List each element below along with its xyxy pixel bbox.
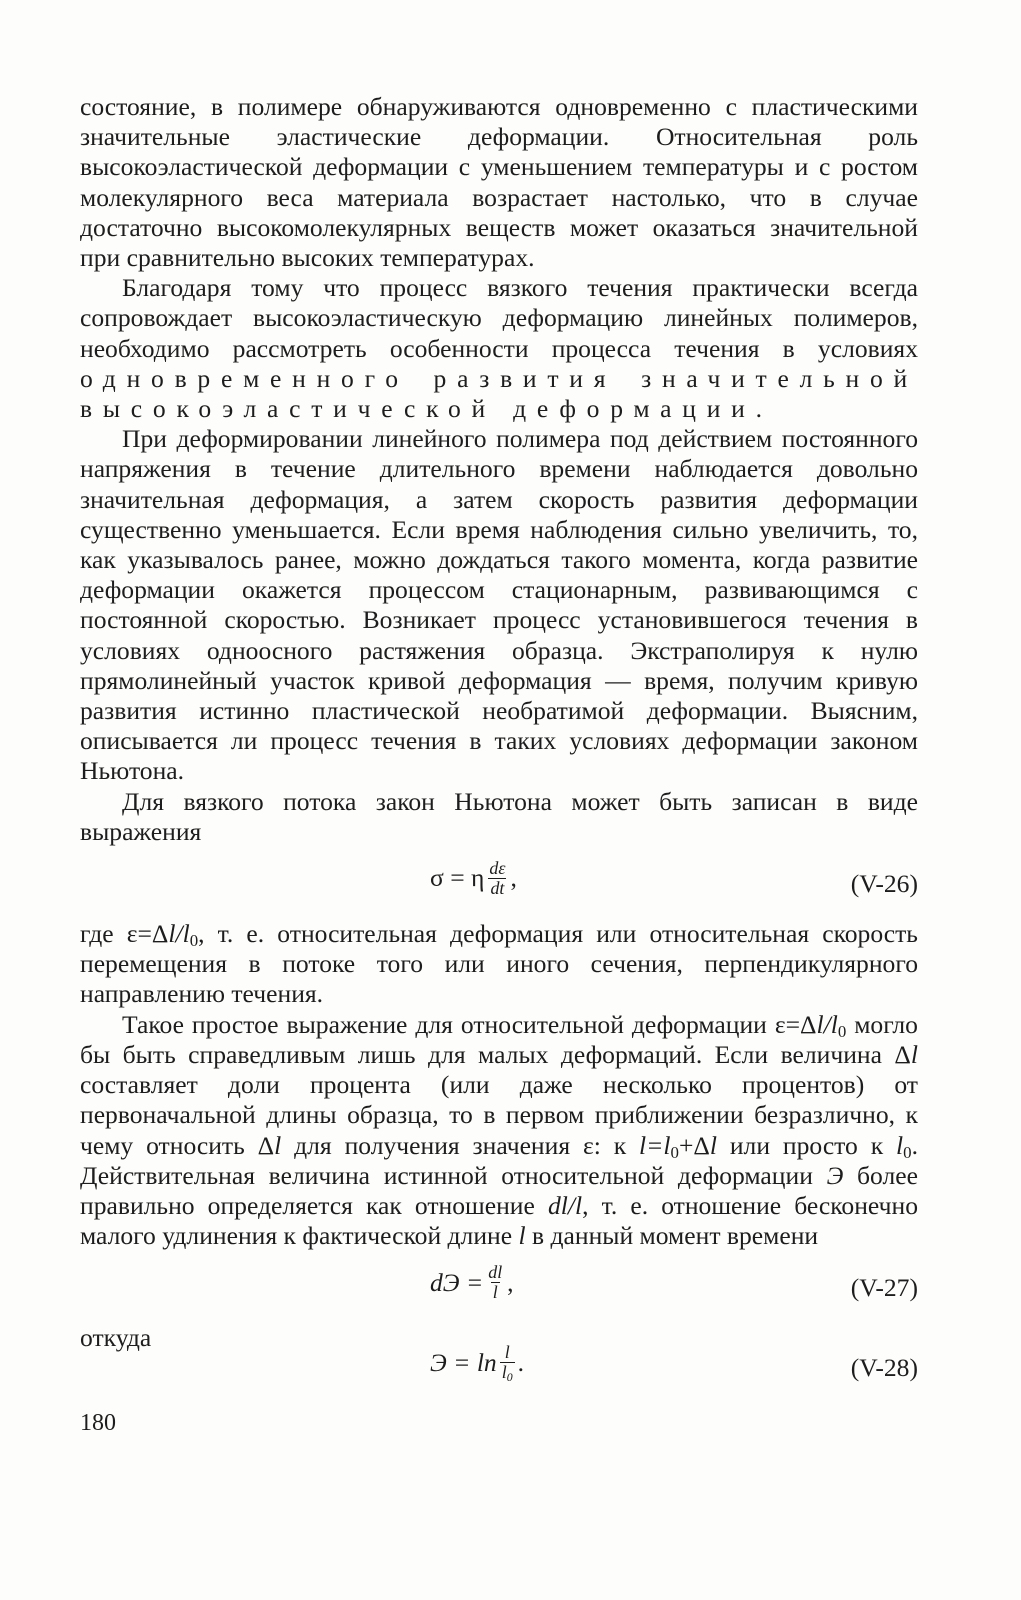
eq26-lhs: σ = η: [430, 863, 485, 893]
p5-b: l/l: [168, 919, 190, 949]
p6-i: +Δ: [678, 1130, 710, 1160]
p6-g: для получения значения ε: к: [281, 1130, 640, 1160]
eq26-denominator: dt: [490, 877, 505, 898]
paragraph-6: [80, 1010, 918, 1252]
equation-v26-body: [430, 859, 517, 898]
p6-n: Э: [826, 1160, 844, 1190]
otkuda-word: откуда: [80, 1323, 152, 1353]
p6-m: . Действительная величина истинной относительной деформации: [80, 1130, 918, 1190]
eq28-denominator: [500, 1362, 515, 1385]
paragraph-5: [80, 919, 918, 1010]
paragraph-2-text: Благодаря тому что процесс вязкого течения практически всегда сопровождает высокоэластическую деформацию линейных полимеров, необходимо рассмотреть особенности процесса течения в условиях: [80, 273, 918, 363]
p6-f: l: [274, 1130, 282, 1160]
page-body: [80, 92, 918, 1383]
p6-sub2: 0: [903, 1142, 912, 1162]
equation-v27-body: [430, 1263, 514, 1302]
eq27-tail: ,: [507, 1267, 514, 1297]
eq27-label: (V-27): [850, 1273, 918, 1303]
p6-sub0: 0: [837, 1021, 847, 1041]
p6-a: Такое простое выражение для относительной деформации ε=Δ: [122, 1009, 817, 1039]
p6-k: или просто к: [716, 1130, 897, 1160]
equation-v28-body: [430, 1342, 525, 1385]
eq28-label: (V-28): [850, 1353, 918, 1383]
p6-l: l: [896, 1130, 904, 1160]
p5-c: , т. е. относительная деформация или относительная скорость перемещения в потоке того или иного сечения, перпендикулярного направлению течения.: [80, 919, 918, 1009]
eq27-numerator: dl: [488, 1262, 503, 1283]
eq26-tail: ,: [510, 863, 517, 893]
eq28-lhs: Э = ln: [430, 1347, 497, 1377]
eq27-lhs: dЭ =: [430, 1267, 484, 1297]
p6-q: , т. е. отношение бесконечно малого удлинения к фактической длине: [80, 1190, 918, 1251]
page-number: 180: [80, 1410, 116, 1436]
p5-a: где ε=Δ: [80, 919, 169, 949]
eq28-den-l: l: [501, 1362, 507, 1383]
eq27-fraction: [486, 1263, 504, 1302]
paragraph-1: состояние, в полимере обнаруживаются одновременно с пластическими значительные эластические деформации. Относительная роль высокоэластической деформации с уменьшением температуры и с ростом молекулярного веса материала возрастает настолько, что в случае достаточно высокомолекулярных веществ может оказаться значительной при сравнительно высоких температурах.: [80, 92, 918, 273]
p5-sub: 0: [189, 931, 199, 951]
p6-c: могло бы быть справедливым лишь для малых деформаций. Если величина Δ: [80, 1009, 918, 1069]
p6-d: l: [910, 1039, 918, 1069]
eq28-den-sub: 0: [506, 1370, 513, 1385]
p6-s: в данный момент времени: [525, 1221, 819, 1251]
eq28-numerator: l: [504, 1342, 510, 1363]
p6-h: l=l: [639, 1130, 671, 1160]
p6-r: l: [518, 1221, 526, 1251]
eq26-numerator: dε: [489, 858, 506, 879]
equation-v28: [80, 1323, 918, 1383]
paragraph-4: Для вязкого потока закон Ньютона может быть записан в виде выражения: [80, 786, 918, 846]
p6-sub1: 0: [670, 1142, 679, 1162]
eq26-fraction: [487, 859, 507, 898]
equation-v26: [80, 847, 918, 919]
p6-e: составляет доли процента (или даже несколько процентов) от первоначальной длины образца, то в первом приближении безразлично, к чему относить Δ: [80, 1070, 918, 1160]
spaced-emphasis: одновременного развития значительной высокоэластической деформации.: [80, 363, 918, 424]
p6-b: l/l: [816, 1009, 838, 1039]
eq26-label: (V-26): [850, 869, 918, 899]
p6-p: dl/l: [547, 1190, 583, 1220]
eq27-denominator: l: [492, 1282, 498, 1303]
paragraph-2: [80, 273, 918, 424]
eq28-fraction: [500, 1342, 515, 1385]
eq28-tail: .: [517, 1347, 525, 1377]
equation-v27: [80, 1251, 918, 1323]
p6-o: более правильно определяется как отношение: [80, 1160, 919, 1220]
paragraph-3: При деформировании линейного полимера под действием постоянного напряжения в течение длительного времени наблюдается довольно значительная деформация, а затем скорость развития деформации существенно уменьшается. Если время наблюдения сильно увеличить, то, как указывалось ранее, можно дождаться такого момента, когда развитие деформации окажется процессом стационарным, развивающимся с постоянной скоростью. Возникает процесс установившегося течения в условиях одноосного растяжения образца. Экстраполируя к нулю прямолинейный участок кривой деформация — время, получим кривую развития истинно пластической необратимой деформации. Выясним, описывается ли процесс течения в таких условиях деформации законом Ньютона.: [80, 424, 918, 786]
p6-j: l: [709, 1130, 717, 1160]
